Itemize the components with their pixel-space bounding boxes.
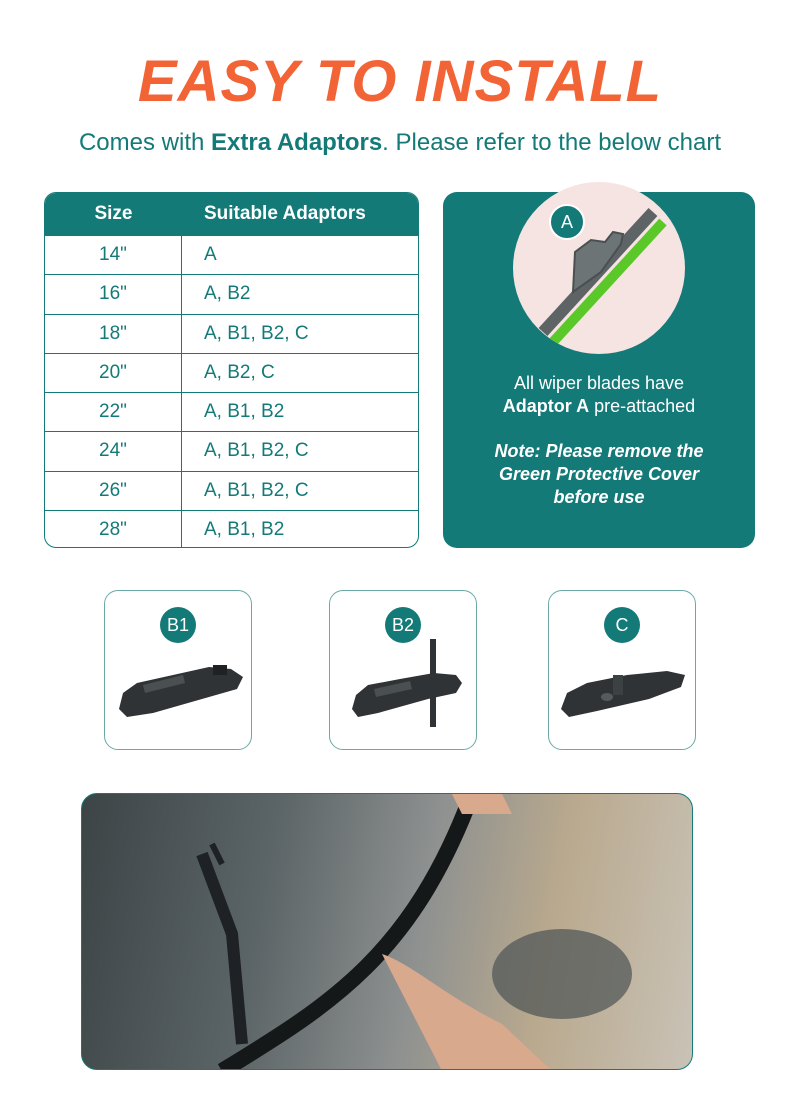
- adaptor-c-icon: [557, 657, 689, 727]
- adaptor-b2-icon: [338, 637, 470, 727]
- table-row: [45, 353, 418, 392]
- cell-size: 26": [45, 472, 182, 510]
- wiper-install-photo: [82, 794, 693, 1070]
- adaptor-c-badge: C: [604, 607, 640, 643]
- cell-adaptors: A, B1, B2: [204, 401, 285, 423]
- cell-size: 28": [45, 511, 182, 548]
- cell-size: 24": [45, 432, 182, 470]
- cell-adaptors: A, B1, B2, C: [204, 322, 309, 344]
- note-line2: Green Protective Cover: [498, 464, 700, 484]
- adaptor-b1-icon: [113, 657, 245, 727]
- cell-size: 20": [45, 354, 182, 392]
- cell-adaptors: A, B1, B2: [204, 518, 285, 540]
- cell-size: 16": [45, 275, 182, 313]
- installation-photo: [81, 793, 693, 1070]
- table-header: [45, 193, 418, 235]
- page-title: EASY TO INSTALL: [137, 49, 663, 114]
- table-row: [45, 471, 418, 510]
- adaptor-card-b2: [329, 590, 477, 750]
- panel-description: [443, 372, 755, 418]
- adaptor-a-badge: A: [549, 204, 585, 240]
- table-row: [45, 431, 418, 470]
- adaptor-b2-badge: B2: [385, 607, 421, 643]
- adaptor-b1-badge: B1: [160, 607, 196, 643]
- note-line1: Note: Please remove the: [494, 441, 704, 461]
- table-row: [45, 235, 418, 274]
- adaptor-size-table: [44, 192, 419, 548]
- adaptor-card-b1: [104, 590, 252, 750]
- panel-note: [443, 440, 755, 509]
- wiper-blade-icon: [513, 182, 685, 354]
- cell-size: 14": [45, 236, 182, 274]
- adaptor-a-illustration: [513, 182, 685, 354]
- cell-adaptors: A, B2, C: [204, 361, 275, 383]
- header-adaptors: Suitable Adaptors: [204, 203, 366, 224]
- cell-adaptors: A, B1, B2, C: [204, 440, 309, 462]
- cell-adaptors: A, B1, B2, C: [204, 479, 309, 501]
- panel-line1: All wiper blades have: [513, 373, 685, 393]
- cell-size: 18": [45, 315, 182, 353]
- cell-size: 22": [45, 393, 182, 431]
- table-row: [45, 314, 418, 353]
- table-row: [45, 392, 418, 431]
- subtitle: Comes with Extra Adaptors. Please refer to the below chart: [78, 129, 722, 156]
- cell-adaptors: A, B2: [204, 283, 251, 305]
- adaptor-a-panel: [443, 192, 755, 548]
- panel-line2: Adaptor A pre-attached: [502, 396, 696, 416]
- table-row: [45, 274, 418, 313]
- header-size: Size: [94, 203, 133, 224]
- note-line3: before use: [553, 487, 645, 507]
- adaptor-card-c: [548, 590, 696, 750]
- table-row: [45, 510, 418, 548]
- cell-adaptors: A: [204, 244, 217, 266]
